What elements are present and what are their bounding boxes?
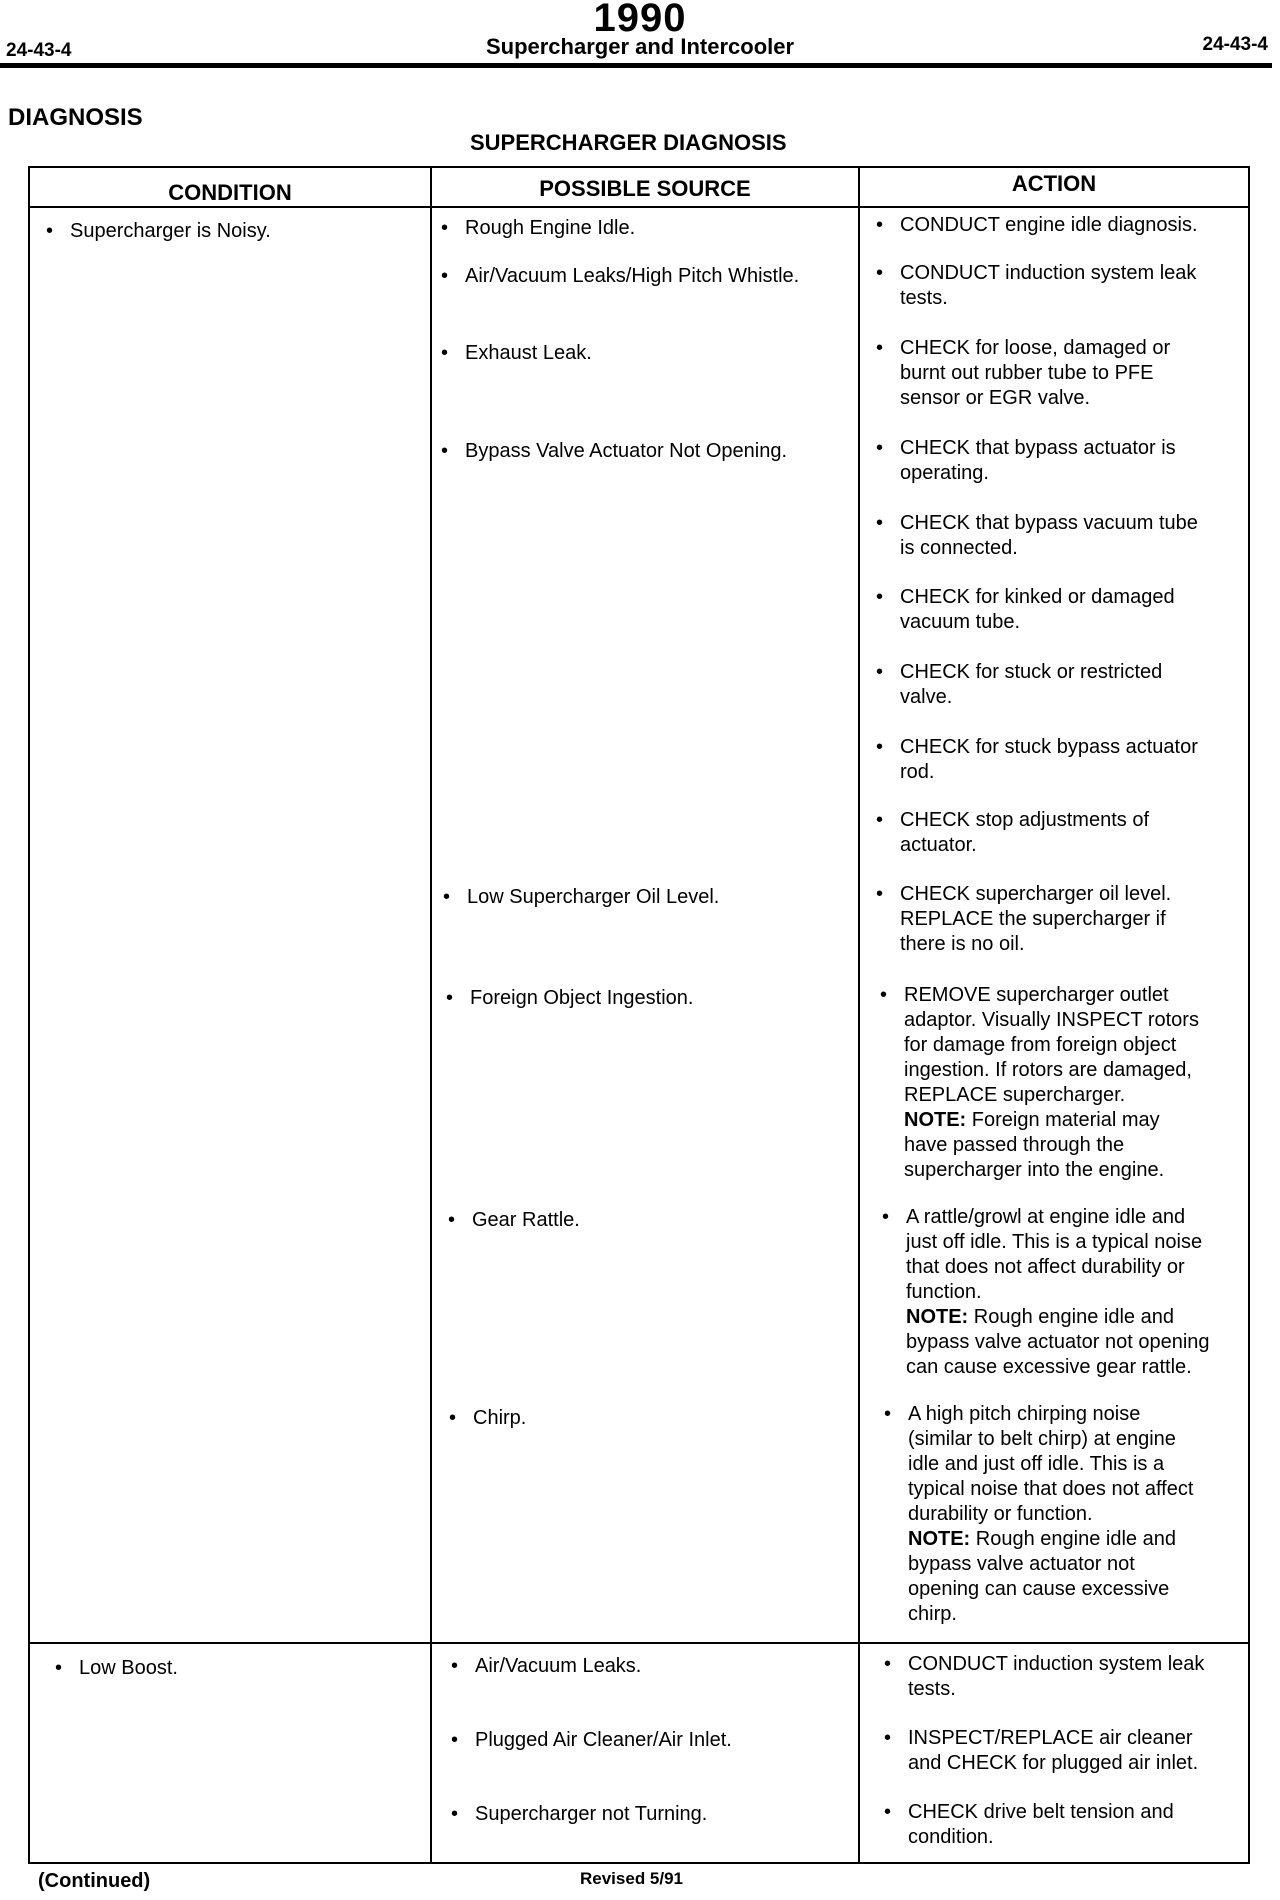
bullet: • <box>876 736 884 758</box>
column-divider <box>858 168 860 1862</box>
bullet: • <box>451 1729 459 1751</box>
column-header-condition: CONDITION <box>168 180 292 205</box>
action-item <box>876 660 1256 710</box>
bullet: • <box>876 512 884 534</box>
page-number-left: 24-43-4 <box>6 40 72 61</box>
note-text: Foreign material may have passed through the supercharger into the engine. <box>904 1109 1165 1181</box>
action-item <box>876 808 1256 858</box>
action-text: CONDUCT induction system leak tests. <box>900 262 1197 309</box>
bullet: • <box>55 1657 63 1679</box>
bullet: • <box>884 1727 892 1749</box>
action-text: INSPECT/REPLACE air cleaner and CHECK for plugged air inlet. <box>908 1727 1199 1774</box>
condition-item <box>46 219 426 244</box>
bullet: • <box>876 661 884 683</box>
source-text: Air/Vacuum Leaks. <box>475 1655 642 1677</box>
column-divider <box>430 168 432 1862</box>
action-text: CHECK supercharger oil level. REPLACE the supercharger if there is no oil. <box>900 883 1172 955</box>
action-item <box>880 983 1265 1183</box>
action-item <box>876 213 1256 238</box>
bullet: • <box>884 1403 892 1425</box>
source-text: Exhaust Leak. <box>465 342 592 364</box>
note-text: Rough engine idle and bypass valve actuator not opening can cause excessive gear rattle. <box>906 1306 1210 1378</box>
bullet: • <box>882 1206 890 1228</box>
action-item <box>884 1402 1264 1627</box>
source-text: Plugged Air Cleaner/Air Inlet. <box>475 1729 732 1751</box>
bullet: • <box>876 437 884 459</box>
action-item <box>876 436 1256 486</box>
source-text: Foreign Object Ingestion. <box>470 987 694 1009</box>
bullet: • <box>880 984 888 1006</box>
bullet: • <box>884 1653 892 1675</box>
source-item <box>441 264 861 289</box>
action-text: CHECK that bypass actuator is operating. <box>900 437 1176 484</box>
source-text: Rough Engine Idle. <box>465 217 636 239</box>
source-item <box>441 216 851 241</box>
action-item <box>882 1205 1267 1380</box>
bullet: • <box>884 1801 892 1823</box>
source-text: Air/Vacuum Leaks/High Pitch Whistle. <box>465 265 800 287</box>
bullet: • <box>876 214 884 236</box>
source-item <box>451 1728 861 1753</box>
row-divider <box>30 1642 1248 1644</box>
model-year: 1990 <box>593 0 687 40</box>
action-text: CHECK for stuck or restricted valve. <box>900 661 1163 708</box>
source-text: Low Supercharger Oil Level. <box>467 886 720 908</box>
source-item <box>451 1802 861 1827</box>
action-text: CONDUCT engine idle diagnosis. <box>900 214 1198 236</box>
column-header-action: ACTION <box>1011 171 1097 196</box>
action-item <box>876 882 1256 957</box>
bullet: • <box>451 1655 459 1677</box>
bullet: • <box>876 337 884 359</box>
source-item <box>441 439 851 464</box>
column-header-possible-source: POSSIBLE SOURCE <box>539 176 751 201</box>
bullet: • <box>46 220 54 242</box>
source-item <box>446 986 856 1011</box>
header-rule <box>0 63 1272 68</box>
bullet: • <box>876 883 884 905</box>
table-title: SUPERCHARGER DIAGNOSIS <box>470 130 787 155</box>
bullet: • <box>446 987 454 1009</box>
action-item <box>876 261 1256 311</box>
source-item <box>443 885 853 910</box>
bullet: • <box>449 1407 457 1429</box>
action-text: CHECK drive belt tension and condition. <box>908 1801 1174 1848</box>
action-text: CHECK stop adjustments of actuator. <box>900 809 1149 856</box>
source-text: Gear Rattle. <box>472 1209 580 1231</box>
bullet: • <box>876 586 884 608</box>
source-item <box>448 1208 858 1233</box>
action-item <box>884 1726 1264 1776</box>
action-text: CONDUCT induction system leak tests. <box>908 1653 1205 1700</box>
source-item <box>449 1406 859 1431</box>
action-item <box>884 1800 1264 1850</box>
condition-item <box>55 1656 435 1681</box>
page-number-right: 24-43-4 <box>1202 34 1268 55</box>
source-item <box>441 341 851 366</box>
revised-date: Revised 5/91 <box>580 1869 684 1888</box>
bullet: • <box>451 1803 459 1825</box>
bullet: • <box>876 809 884 831</box>
bullet: • <box>441 265 449 287</box>
note-label: NOTE: <box>906 1306 969 1328</box>
bullet: • <box>441 217 449 239</box>
section-heading: DIAGNOSIS <box>8 104 143 131</box>
action-item <box>876 735 1256 785</box>
bullet: • <box>441 342 449 364</box>
note-label: NOTE: <box>908 1528 971 1550</box>
bullet: • <box>876 262 884 284</box>
action-text: CHECK for loose, damaged or burnt out rubber tube to PFE sensor or EGR valve. <box>900 337 1171 409</box>
continued-label: (Continued) <box>38 1870 151 1892</box>
action-text: CHECK that bypass vacuum tube is connected. <box>900 512 1198 559</box>
action-text: A rattle/growl at engine idle and just off idle. This is a typical noise that does not affect durability or function. NOTE: Rough engine idle and bypass valve actuator not opening can cause excessive gear rattle. <box>906 1206 1210 1378</box>
action-item <box>876 511 1256 561</box>
action-text: CHECK for stuck bypass actuator rod. <box>900 736 1198 783</box>
action-item <box>876 585 1256 635</box>
bullet: • <box>443 886 451 908</box>
action-text: A high pitch chirping noise (similar to belt chirp) at engine idle and just off idle. This is a typical noise that does not affect durability or function. NOTE: Rough engine idle and bypass valve actuator not opening can cause excessive chirp. <box>908 1403 1194 1625</box>
bullet: • <box>448 1209 456 1231</box>
source-text: Chirp. <box>473 1407 527 1429</box>
note-text: Rough engine idle and bypass valve actuator not opening can cause excessive chirp. <box>908 1528 1176 1625</box>
condition-text: Low Boost. <box>79 1657 178 1679</box>
source-text: Bypass Valve Actuator Not Opening. <box>465 440 788 462</box>
action-text: CHECK for kinked or damaged vacuum tube. <box>900 586 1175 633</box>
condition-text: Supercharger is Noisy. <box>70 220 271 242</box>
action-item <box>876 336 1256 411</box>
bullet: • <box>441 440 449 462</box>
page-title: Supercharger and Intercooler <box>485 34 795 59</box>
header-divider <box>30 206 1248 208</box>
action-text: REMOVE supercharger outlet adaptor. Visually INSPECT rotors for damage from foreign object ingestion. If rotors are damaged, REPLACE supercharger. NOTE: Foreign material may have passed through the supercharger into the engine. <box>904 984 1199 1181</box>
note-label: NOTE: <box>904 1109 967 1131</box>
source-text: Supercharger not Turning. <box>475 1803 708 1825</box>
action-item <box>884 1652 1264 1702</box>
source-item <box>451 1654 861 1679</box>
